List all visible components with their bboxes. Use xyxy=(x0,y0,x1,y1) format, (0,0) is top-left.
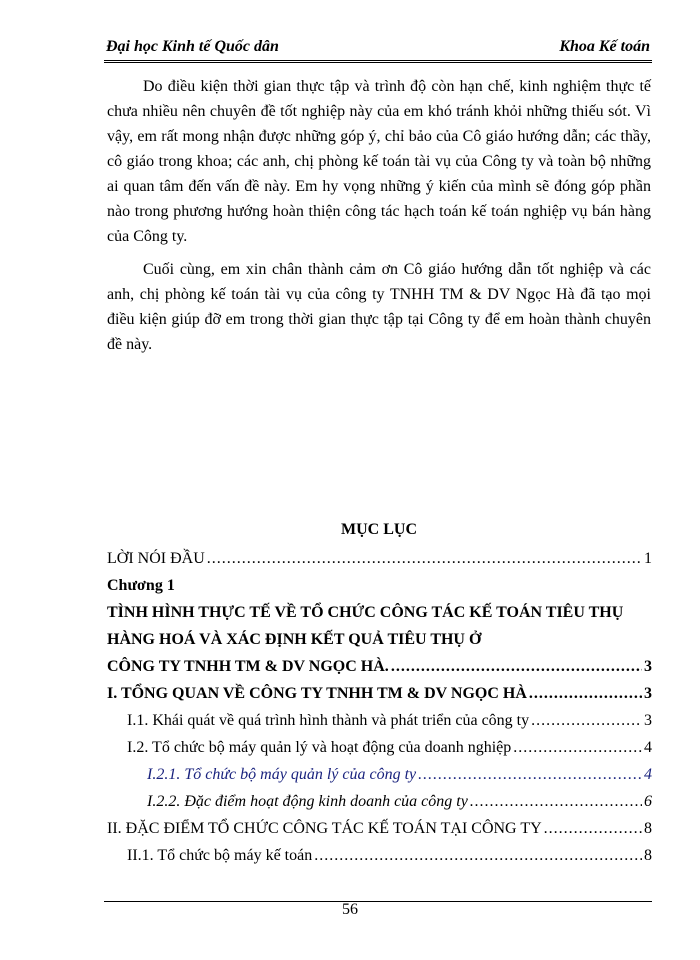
toc-leader xyxy=(207,545,642,572)
toc-leader xyxy=(544,815,642,842)
table-of-contents xyxy=(107,545,652,869)
toc-entry-page: 8 xyxy=(644,820,652,837)
body-text xyxy=(107,74,651,357)
toc-title: MỤC LỤC xyxy=(341,521,417,538)
header-university: Đại học Kinh tế Quốc dân xyxy=(106,38,279,55)
toc-leader xyxy=(391,653,642,680)
toc-entry-text: CÔNG TY TNHH TM & DV NGỌC HÀ. xyxy=(107,658,389,675)
toc-entry-section-II[interactable] xyxy=(107,815,652,842)
toc-entry-page: 3 xyxy=(644,685,652,702)
toc-entry-text: I. TỔNG QUAN VỀ CÔNG TY TNHH TM & DV NGỌC HÀ xyxy=(107,685,527,702)
toc-entry-II-1[interactable] xyxy=(107,842,652,869)
toc-leader xyxy=(470,788,642,815)
toc-entry-section-I[interactable] xyxy=(107,680,652,707)
toc-leader xyxy=(513,734,642,761)
toc-leader xyxy=(418,761,642,788)
toc-entry-I-1[interactable] xyxy=(107,707,652,734)
paragraph-thanks: Cuối cùng, em xin chân thành cảm ơn Cô giáo hướng dẫn tốt nghiệp và các anh, chị phòng kế toán tài vụ của công ty TNHH TM & DV Ngọc Hà đã tạo mọi điều kiện giúp đỡ em trong thời gian thực tập tại Công ty để em hoàn thành chuyên đề này. xyxy=(107,261,651,353)
toc-entry-page: 6 xyxy=(644,793,652,810)
toc-entry-text: II.1. Tổ chức bộ máy kế toán xyxy=(127,847,313,864)
toc-entry-text: Chương 1 xyxy=(107,577,175,594)
paragraph-limitations: Do điều kiện thời gian thực tập và trình độ còn hạn chế, kinh nghiệm thực tế chưa nhiều nên chuyên đề tốt nghiệp này của em khó tránh khỏi những thiếu sót. Vì vậy, em rất mong nhận được những góp ý, chỉ bảo của Cô giáo hướng dẫn; các thầy, cô giáo trong khoa; các anh, chị phòng kế toán tài vụ của Công ty và toàn bộ những ai quan tâm đến vấn đề này. Em hy vọng những ý kiến của mình sẽ đóng góp phần nào trong phương hướng hoàn thiện công tác hạch toán kế toán nghiệp vụ bán hàng của Công ty. xyxy=(107,78,651,245)
toc-entry-page: 4 xyxy=(644,766,652,783)
toc-entry-I-2-2[interactable] xyxy=(107,788,652,815)
toc-entry-text: I.2. Tổ chức bộ máy quản lý và hoạt động của doanh nghiệp xyxy=(127,739,512,756)
toc-entry-text: LỜI NÓI ĐẦU xyxy=(107,550,205,567)
toc-entry-I-2-1[interactable] xyxy=(107,761,652,788)
toc-entry-text: I.2.2. Đặc điểm hoạt động kinh doanh của công ty xyxy=(147,793,468,810)
toc-entry-page: 8 xyxy=(644,847,652,864)
toc-entry-I-2[interactable] xyxy=(107,734,652,761)
toc-entry-chapter-1[interactable] xyxy=(107,572,652,599)
toc-entry-page: 3 xyxy=(644,658,652,675)
toc-entry-text: HÀNG HOÁ VÀ XÁC ĐỊNH KẾT QUẢ TIÊU THỤ Ở xyxy=(107,631,482,648)
toc-leader xyxy=(314,842,642,869)
toc-entry-chapter-title-line-3[interactable] xyxy=(107,653,652,680)
toc-entry-chapter-title-line-1[interactable] xyxy=(107,599,652,626)
toc-entry-page: 3 xyxy=(644,712,652,729)
toc-entry-text: II. ĐẶC ĐIỂM TỔ CHỨC CÔNG TÁC KẾ TOÁN TẠI CÔNG TY xyxy=(107,820,542,837)
toc-entry-page: 1 xyxy=(644,550,652,567)
toc-entry-preface[interactable] xyxy=(107,545,652,572)
toc-entry-text: TÌNH HÌNH THỰC TẾ VỀ TỔ CHỨC CÔNG TÁC KẾ TOÁN TIÊU THỤ xyxy=(107,604,624,621)
toc-entry-text: I.2.1. Tổ chức bộ máy quản lý của công ty xyxy=(147,766,417,783)
page-number: 56 xyxy=(342,901,358,918)
toc-entry-chapter-title-line-2[interactable] xyxy=(107,626,652,653)
toc-leader xyxy=(529,680,642,707)
toc-leader xyxy=(531,707,642,734)
page-header xyxy=(104,36,652,63)
toc-entry-page: 4 xyxy=(644,739,652,756)
header-faculty: Khoa Kế toán xyxy=(559,38,650,55)
toc-entry-text: I.1. Khái quát về quá trình hình thành và phát triển của công ty xyxy=(127,712,530,729)
